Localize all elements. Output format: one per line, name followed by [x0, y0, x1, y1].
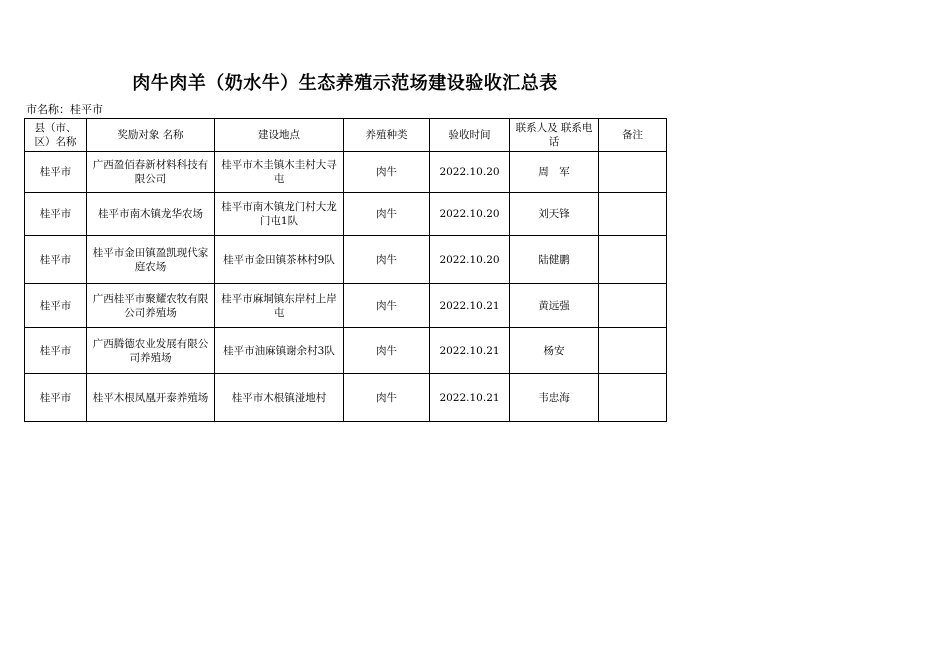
header-acceptance-date: 验收时间	[430, 119, 510, 152]
cell-location: 桂平市金田镇茶林村9队	[215, 236, 344, 284]
cell-county: 桂平市	[25, 193, 87, 236]
cell-breed-type: 肉牛	[344, 328, 430, 374]
cell-contact: 陆健鹏	[510, 236, 599, 284]
header-breed-type: 养殖种类	[344, 119, 430, 152]
header-county: 县（市、区）名称	[25, 119, 87, 152]
cell-award-target: 桂平市金田镇盈凯现代家庭农场	[87, 236, 215, 284]
table-row	[25, 328, 667, 374]
cell-location: 桂平市木根镇湴地村	[215, 374, 344, 422]
table-header-row	[25, 119, 667, 152]
cell-breed-type: 肉牛	[344, 152, 430, 193]
cell-award-target: 广西腾德农业发展有限公司养殖场	[87, 328, 215, 374]
cell-county: 桂平市	[25, 152, 87, 193]
summary-table	[24, 118, 667, 422]
table-row	[25, 284, 667, 328]
cell-contact: 黄远强	[510, 284, 599, 328]
cell-acceptance-date: 2022.10.20	[430, 152, 510, 193]
cell-remarks	[599, 328, 667, 374]
table-row	[25, 236, 667, 284]
cell-remarks	[599, 284, 667, 328]
header-remarks: 备注	[599, 119, 667, 152]
header-contact: 联系人及 联系电话	[510, 119, 599, 152]
cell-breed-type: 肉牛	[344, 374, 430, 422]
cell-remarks	[599, 152, 667, 193]
cell-acceptance-date: 2022.10.21	[430, 374, 510, 422]
cell-location: 桂平市油麻镇谢余村3队	[215, 328, 344, 374]
cell-award-target: 广西盈佰春新材料科技有限公司	[87, 152, 215, 193]
cell-acceptance-date: 2022.10.20	[430, 236, 510, 284]
cell-county: 桂平市	[25, 328, 87, 374]
header-award-target: 奖励对象 名称	[87, 119, 215, 152]
cell-award-target: 广西桂平市聚耀农牧有限公司养殖场	[87, 284, 215, 328]
cell-location: 桂平市南木镇龙门村大龙门屯1队	[215, 193, 344, 236]
cell-breed-type: 肉牛	[344, 284, 430, 328]
cell-location: 桂平市木圭镇木圭村大寻屯	[215, 152, 344, 193]
cell-contact: 杨安	[510, 328, 599, 374]
cell-remarks	[599, 374, 667, 422]
cell-remarks	[599, 236, 667, 284]
cell-award-target: 桂平市南木镇龙华农场	[87, 193, 215, 236]
cell-location: 桂平市麻垌镇东岸村上岸屯	[215, 284, 344, 328]
cell-county: 桂平市	[25, 374, 87, 422]
page-title: 肉牛肉羊（奶水牛）生态养殖示范场建设验收汇总表	[132, 73, 558, 94]
table-row	[25, 193, 667, 236]
cell-county: 桂平市	[25, 236, 87, 284]
cell-contact: 韦忠海	[510, 374, 599, 422]
table-row	[25, 374, 667, 422]
cell-contact: 刘天锋	[510, 193, 599, 236]
cell-contact: 周 军	[510, 152, 599, 193]
cell-breed-type: 肉牛	[344, 236, 430, 284]
cell-acceptance-date: 2022.10.21	[430, 284, 510, 328]
table-row	[25, 152, 667, 193]
cell-remarks	[599, 193, 667, 236]
cell-award-target: 桂平木根凤凰开泰养殖场	[87, 374, 215, 422]
cell-acceptance-date: 2022.10.20	[430, 193, 510, 236]
header-location: 建设地点	[215, 119, 344, 152]
city-name-label: 市名称：桂平市	[26, 103, 103, 116]
cell-county: 桂平市	[25, 284, 87, 328]
cell-breed-type: 肉牛	[344, 193, 430, 236]
cell-acceptance-date: 2022.10.21	[430, 328, 510, 374]
